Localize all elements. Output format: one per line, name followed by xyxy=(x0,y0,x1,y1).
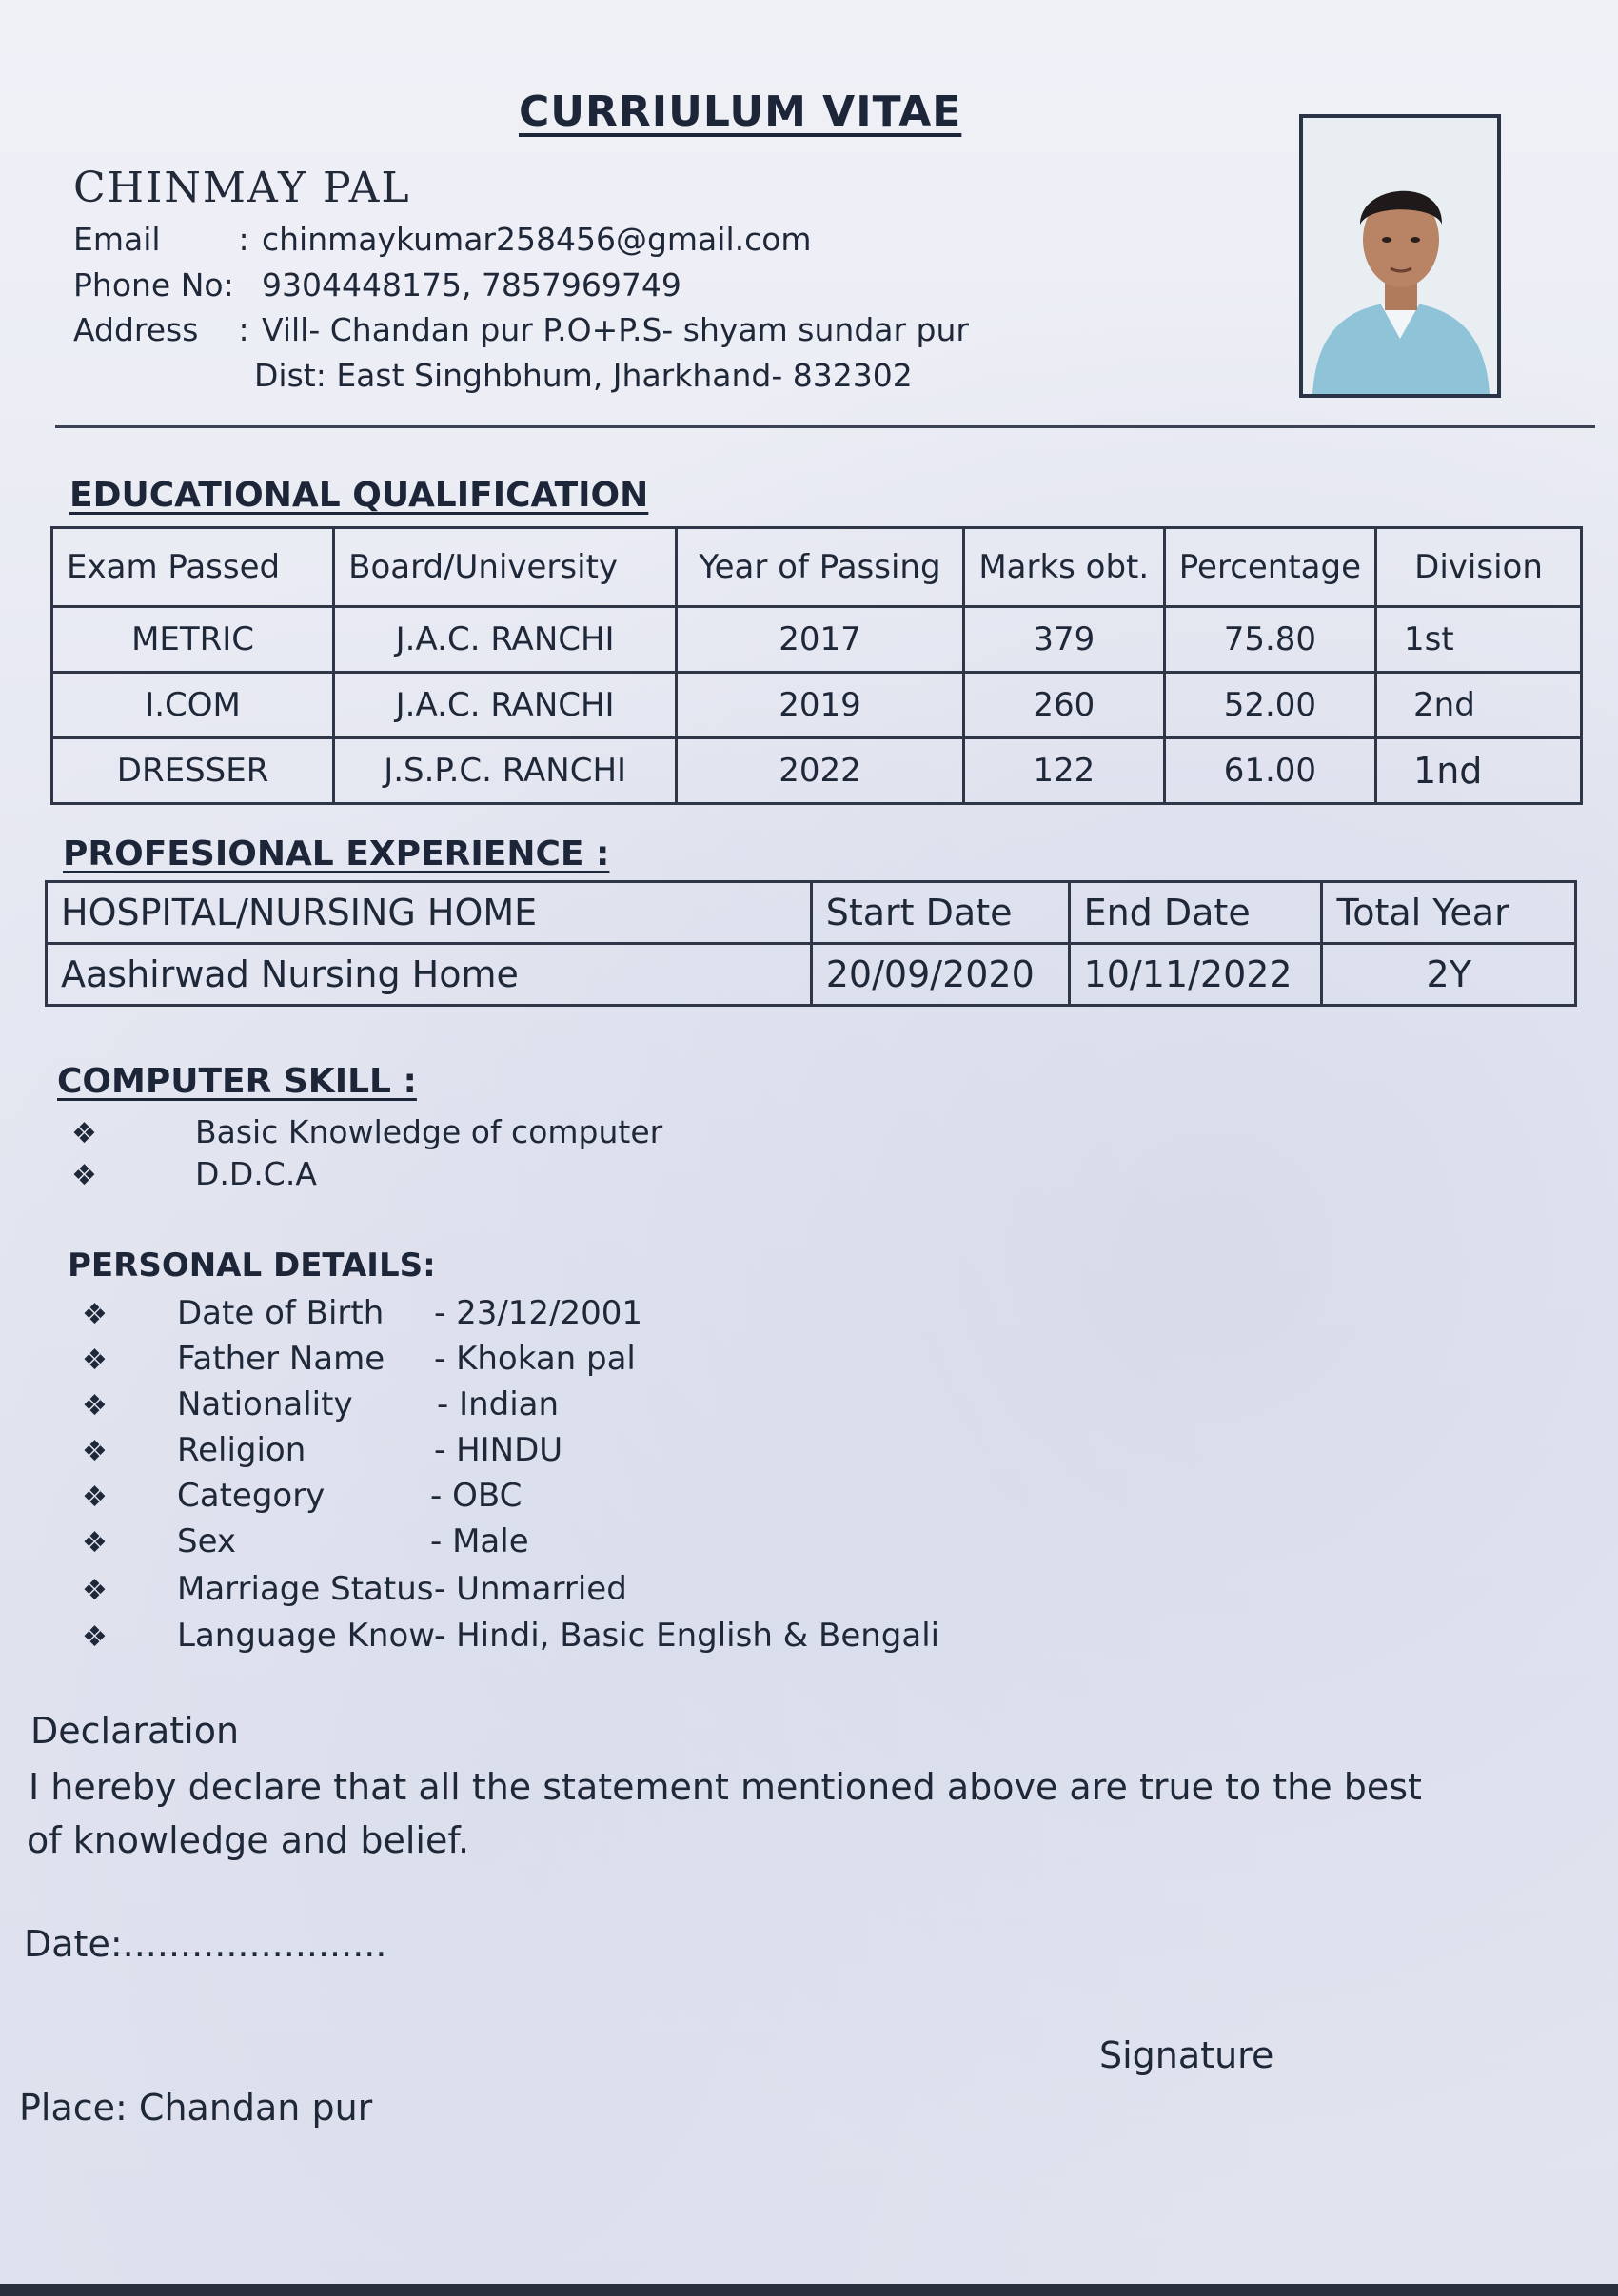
marks-cell: 379 xyxy=(963,607,1164,673)
list-item xyxy=(76,1294,642,1332)
detail-value: - Hindi, Basic English & Bengali xyxy=(434,1617,940,1655)
education-header-cell: Year of Passing xyxy=(677,528,964,607)
detail-key: Date of Birth xyxy=(177,1294,385,1332)
email-value: chinmaykumar258456@gmail.com xyxy=(262,221,812,258)
address-line2: Dist: East Singhbhum, Jharkhand- 832302 xyxy=(254,357,913,394)
list-item xyxy=(76,1340,636,1378)
experience-header-cell: Start Date xyxy=(811,882,1069,944)
candidate-name: CHINMAY PAL xyxy=(73,164,411,212)
phone-label: Phone No: xyxy=(73,266,234,304)
profile-photo xyxy=(1299,114,1501,398)
diamond-bullet-icon: ❖ xyxy=(82,1389,108,1423)
list-item xyxy=(76,1570,627,1608)
detail-key: Religion xyxy=(177,1431,306,1469)
end-date-cell: 10/11/2022 xyxy=(1069,944,1322,1006)
detail-value: - HINDU xyxy=(434,1431,563,1469)
document-title: CURRIULUM VITAE xyxy=(519,88,962,136)
diamond-bullet-icon: ❖ xyxy=(82,1481,108,1514)
list-item xyxy=(76,1617,939,1655)
division-cell: 2nd xyxy=(1376,673,1582,738)
detail-value: - 23/12/2001 xyxy=(434,1294,643,1332)
diamond-bullet-icon: ❖ xyxy=(71,1159,97,1192)
detail-key: Father Name xyxy=(177,1340,385,1378)
diamond-bullet-icon: ❖ xyxy=(71,1117,97,1150)
exam-cell: DRESSER xyxy=(52,738,334,804)
detail-value: - Male xyxy=(430,1522,529,1560)
phone-row xyxy=(73,266,681,304)
declaration-line-1: I hereby declare that all the statement mentioned above are true to the best xyxy=(29,1766,1422,1808)
education-header-cell: Board/University xyxy=(334,528,677,607)
education-header-cell: Division xyxy=(1376,528,1582,607)
detail-key: Marriage Status xyxy=(177,1570,434,1608)
detail-key: Sex xyxy=(177,1522,237,1560)
date-field: Date:....................... xyxy=(24,1923,387,1965)
detail-value: - OBC xyxy=(430,1477,523,1515)
table-row xyxy=(52,673,1582,738)
table-row xyxy=(52,607,1582,673)
board-cell: J.A.C. RANCHI xyxy=(334,607,677,673)
diamond-bullet-icon: ❖ xyxy=(82,1526,108,1560)
education-heading: EDUCATIONAL QUALIFICATION xyxy=(69,476,649,515)
start-date-cell: 20/09/2020 xyxy=(811,944,1069,1006)
experience-header-cell: HOSPITAL/NURSING HOME xyxy=(47,882,812,944)
education-table xyxy=(50,526,1583,805)
education-header-cell: Percentage xyxy=(1164,528,1375,607)
detail-value: - Indian xyxy=(437,1385,560,1423)
percentage-cell: 52.00 xyxy=(1164,673,1375,738)
person-photo-illustration xyxy=(1303,118,1497,394)
header-divider xyxy=(55,425,1595,428)
detail-key: Nationality xyxy=(177,1385,353,1423)
division-cell: 1st xyxy=(1376,607,1582,673)
address-label: Address xyxy=(73,311,199,348)
board-cell: J.S.P.C. RANCHI xyxy=(334,738,677,804)
experience-header-cell: Total Year xyxy=(1322,882,1576,944)
list-item xyxy=(76,1522,529,1560)
diamond-bullet-icon: ❖ xyxy=(82,1435,108,1468)
board-cell: J.A.C. RANCHI xyxy=(334,673,677,738)
detail-value: - Unmarried xyxy=(434,1570,627,1608)
percentage-cell: 75.80 xyxy=(1164,607,1375,673)
marks-cell: 122 xyxy=(963,738,1164,804)
phone-value: 9304448175, 7857969749 xyxy=(262,266,681,304)
place-field: Place: Chandan pur xyxy=(19,2087,373,2129)
computer-skill-heading: COMPUTER SKILL : xyxy=(57,1062,417,1101)
list-item xyxy=(71,1113,662,1150)
year-cell: 2019 xyxy=(677,673,964,738)
declaration-line-2: of knowledge and belief. xyxy=(27,1819,470,1861)
detail-value: - Khokan pal xyxy=(434,1340,636,1378)
exam-cell: METRIC xyxy=(52,607,334,673)
education-header-row xyxy=(52,528,1582,607)
address-row xyxy=(73,311,969,348)
list-item xyxy=(76,1477,522,1515)
personal-details-heading: PERSONAL DETAILS: xyxy=(68,1246,436,1285)
experience-table xyxy=(45,880,1577,1007)
signature-label: Signature xyxy=(1099,2034,1274,2076)
list-item xyxy=(76,1385,559,1423)
address-line1: Vill- Chandan pur P.O+P.S- shyam sundar pur xyxy=(262,311,969,348)
division-cell: 1nd xyxy=(1376,738,1582,804)
detail-key: Category xyxy=(177,1477,326,1515)
hospital-cell: Aashirwad Nursing Home xyxy=(47,944,812,1006)
total-year-cell: 2Y xyxy=(1322,944,1576,1006)
list-item xyxy=(76,1431,562,1469)
declaration-heading: Declaration xyxy=(30,1710,240,1752)
exam-cell: I.COM xyxy=(52,673,334,738)
diamond-bullet-icon: ❖ xyxy=(82,1620,108,1654)
education-header-cell: Marks obt. xyxy=(963,528,1164,607)
address-separator: : xyxy=(238,311,249,348)
percentage-cell: 61.00 xyxy=(1164,738,1375,804)
diamond-bullet-icon: ❖ xyxy=(82,1574,108,1607)
list-item xyxy=(71,1155,317,1192)
email-separator: : xyxy=(238,221,249,258)
table-row xyxy=(47,944,1576,1006)
year-cell: 2017 xyxy=(677,607,964,673)
diamond-bullet-icon: ❖ xyxy=(82,1298,108,1331)
experience-header-row xyxy=(47,882,1576,944)
email-row xyxy=(73,221,812,258)
experience-heading: PROFESIONAL EXPERIENCE : xyxy=(63,834,610,873)
skill-text: Basic Knowledge of computer xyxy=(195,1113,663,1150)
experience-header-cell: End Date xyxy=(1069,882,1322,944)
diamond-bullet-icon: ❖ xyxy=(82,1344,108,1377)
year-cell: 2022 xyxy=(677,738,964,804)
skill-text: D.D.C.A xyxy=(195,1155,317,1192)
education-header-cell: Exam Passed xyxy=(52,528,334,607)
detail-key: Language Know xyxy=(177,1617,436,1655)
email-label: Email xyxy=(73,221,161,258)
marks-cell: 260 xyxy=(963,673,1164,738)
table-row xyxy=(52,738,1582,804)
